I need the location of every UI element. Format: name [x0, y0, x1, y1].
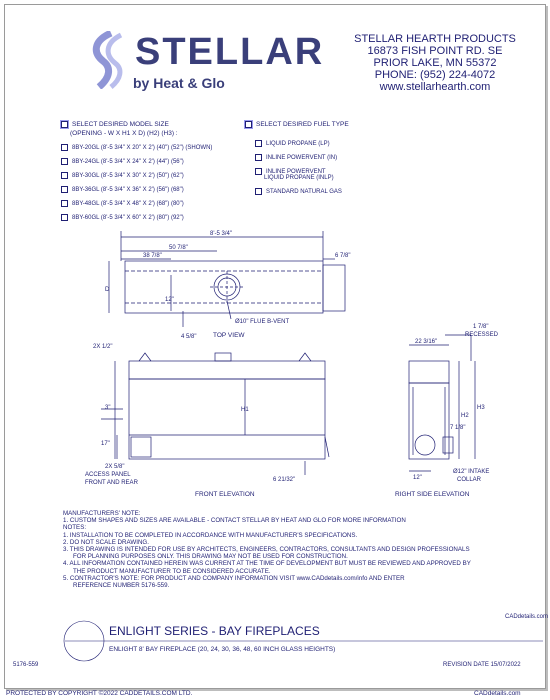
- dim-17: 17": [101, 441, 110, 447]
- dim-22: 22 3/16": [415, 339, 438, 345]
- mfr-note-title: MANUFACTURERS' NOTE:: [63, 510, 141, 517]
- dim-2x58: 2X 5/8": [105, 464, 125, 470]
- drawing-subtitle: ENLIGHT 8' BAY FIREPLACE (20, 24, 30, 36, 48, 60 INCH GLASS HEIGHTS): [109, 646, 336, 653]
- fuel-option[interactable]: INLINE POWERVENT: [255, 168, 349, 175]
- dim-12: 12": [165, 297, 174, 303]
- dim-718: 7 1/8": [450, 425, 466, 431]
- dim-d: D: [105, 287, 110, 293]
- flue-label: Ø10" FLUE B-VENT: [235, 319, 290, 325]
- drawing-sheet: [4, 4, 549, 689]
- model-size-title[interactable]: SELECT DESIRED MODEL SIZE: [61, 121, 212, 128]
- dim-3: 3": [105, 405, 111, 411]
- model-option[interactable]: 8BY-24GL (8'-5 3/4" X 24" X 2') (44") (56"): [61, 158, 212, 165]
- model-option[interactable]: 8BY-60GL (8'-5 3/4" X 60" X 2') (80") (92"): [61, 214, 212, 221]
- model-size-subtitle: (OPENING - W X H1 X D) (H2) (H3) :: [70, 130, 178, 137]
- dim-621: 6 21/32": [273, 477, 296, 483]
- drawing-title: ENLIGHT SERIES - BAY FIREPLACES: [109, 624, 320, 638]
- notes-title: NOTES:: [63, 524, 87, 532]
- fuel-option[interactable]: LIQUID PROPANE (LP): [255, 140, 349, 147]
- access-panel-label: ACCESS PANEL: [85, 472, 131, 478]
- recessed-label: RECESSED: [465, 332, 499, 338]
- reference-number: 5176-559: [13, 662, 39, 668]
- mfr-note-1: 1. CUSTOM SHAPES AND SIZES ARE AVAILABLE - CONTACT STELLAR BY HEAT AND GLO FOR MORE INFORMATION: [63, 517, 406, 525]
- company-phone: PHONE: (952) 224-4072: [374, 69, 496, 81]
- model-option[interactable]: 8BY-36GL (8'-5 3/4" X 36" X 2') (56") (68"): [61, 186, 212, 193]
- note-5b: REFERENCE NUMBER 5176-559.: [73, 582, 170, 590]
- company-web[interactable]: www.stellarhearth.com: [379, 81, 491, 93]
- model-option[interactable]: 8BY-30GL (8'-5 3/4" X 30" X 2') (50") (62"): [61, 172, 212, 179]
- dim-178: 1 7/8": [473, 324, 489, 330]
- dim-6: 6 7/8": [335, 253, 351, 259]
- fuel-option[interactable]: INLINE POWERVENT (IN): [255, 154, 349, 161]
- fuel-option-continued: LIQUID PROPANE (INLP): [264, 175, 334, 181]
- caddetails-watermark: CADdetails.com: [505, 614, 549, 620]
- note-4b: THE PRODUCT MANUFACTURER TO BE CONSIDERED ACCURATE.: [73, 567, 271, 575]
- title-block-lines: [5, 5, 545, 688]
- caddetails-footer-link[interactable]: CADdetails.com: [474, 690, 521, 697]
- note-1: 1. INSTALLATION TO BE COMPLETED IN ACCORDANCE WITH MANUFACTURER'S SPECIFICATIONS.: [63, 531, 358, 539]
- dim-12-side: 12": [413, 475, 422, 481]
- note-3b: FOR PLANNING PURPOSES ONLY. THIS DRAWING MAY NOT BE USED FOR CONSTRUCTION.: [73, 553, 348, 561]
- note-5a: 5. CONTRACTOR'S NOTE: FOR PRODUCT AND COMPANY INFORMATION VISIT www.CADdetails.com/info AND ENTER: [63, 574, 405, 582]
- intake-label: Ø12" INTAKE: [453, 469, 490, 475]
- note-3a: 3. THIS DRAWING IS INTENDED FOR USE BY ARCHITECTS, ENGINEERS, CONTRACTORS, CONSULTANTS AND DESIGN PROFESSIONALS: [63, 546, 470, 554]
- company-address-1: 16873 FISH POINT RD. SE: [367, 45, 503, 57]
- dim-h3: H3: [477, 405, 485, 411]
- logo-tagline: by Heat & Glo: [133, 75, 225, 91]
- company-name: STELLAR HEARTH PRODUCTS: [354, 33, 516, 45]
- intake-label-2: COLLAR: [457, 477, 482, 483]
- fuel-option[interactable]: STANDARD NATURAL GAS: [255, 188, 349, 195]
- note-2: 2. DO NOT SCALE DRAWING.: [63, 538, 149, 546]
- model-option[interactable]: 8BY-20GL (8'-5 3/4" X 20" X 2') (40") (52") (SHOWN): [61, 144, 212, 151]
- dim-2x12: 2X 1/2": [93, 344, 113, 350]
- dim-h2: H2: [461, 413, 469, 419]
- dim-38: 38 7/8": [143, 253, 162, 259]
- fuel-type-title[interactable]: SELECT DESIRED FUEL TYPE: [245, 121, 349, 128]
- access-panel-label-2: FRONT AND REAR: [85, 480, 138, 486]
- front-elevation-label: FRONT ELEVATION: [195, 491, 255, 498]
- dim-h1: H1: [241, 407, 249, 413]
- dim-4: 4 5/8": [181, 334, 197, 340]
- side-elevation-label: RIGHT SIDE ELEVATION: [395, 491, 470, 498]
- copyright-footer: PROTECTED BY COPYRIGHT ©2022 CADDETAILS.COM LTD.: [6, 690, 193, 697]
- logo-brand: STELLAR: [135, 31, 325, 73]
- note-4a: 4. ALL INFORMATION CONTAINED HEREIN WAS CURRENT AT THE TIME OF DEVELOPMENT BUT MUST BE REVIEWED AND APPROVED BY: [63, 560, 471, 568]
- dim-overall-width: 8'-5 3/4": [210, 231, 232, 237]
- dim-50: 50 7/8": [169, 245, 188, 251]
- company-address-2: PRIOR LAKE, MN 55372: [373, 57, 497, 69]
- model-option[interactable]: 8BY-48GL (8'-5 3/4" X 48" X 2') (68") (80"): [61, 200, 212, 207]
- top-view-label: TOP VIEW: [213, 332, 245, 339]
- revision-date: REVISION DATE 15/07/2022: [443, 662, 521, 668]
